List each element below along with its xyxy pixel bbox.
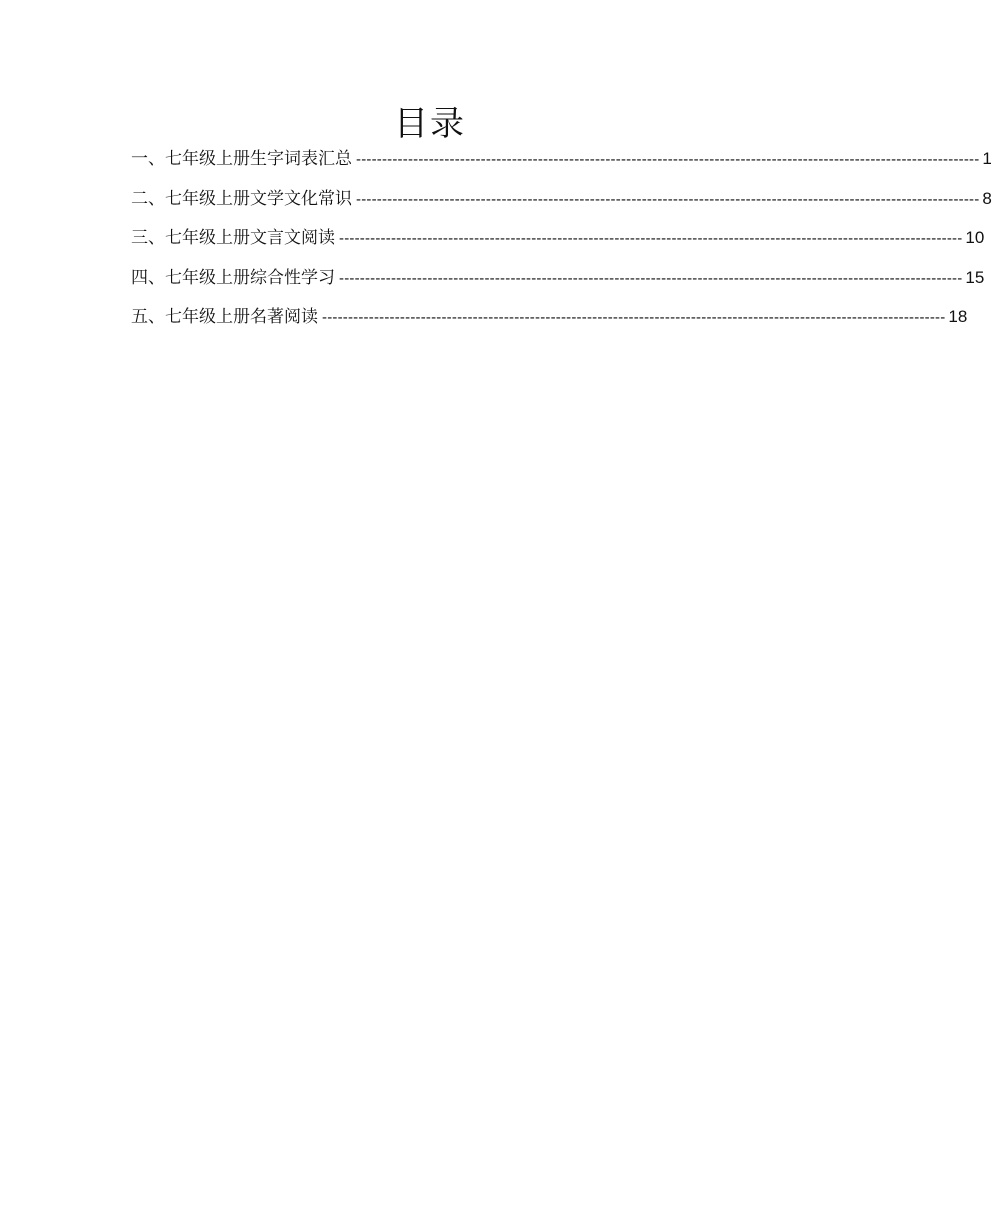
toc-entry-label: 四、七年级上册综合性学习 — [131, 267, 335, 288]
toc-dot-leader: ------------------------------------------------------------------------------------------------------------------------ — [339, 230, 963, 247]
toc-entry-5[interactable] — [131, 303, 968, 343]
toc-entry-4[interactable] — [131, 264, 985, 304]
toc-page-number: 10 — [965, 228, 985, 247]
table-of-contents — [131, 145, 992, 343]
toc-page-number: 8 — [982, 188, 992, 208]
toc-dot-leader: ------------------------------------------------------------------------------------------------------------------------ — [356, 190, 980, 208]
toc-entry-label: 一、七年级上册生字词表汇总 — [131, 149, 352, 169]
toc-entry-label: 三、七年级上册文言文阅读 — [131, 228, 335, 248]
toc-dot-leader: ------------------------------------------------------------------------------------------------------------------------ — [339, 269, 963, 287]
toc-entry-3[interactable] — [131, 224, 985, 264]
toc-dot-leader: ------------------------------------------------------------------------------------------------------------------------ — [356, 151, 980, 168]
toc-page-number: 18 — [948, 307, 968, 326]
toc-dot-leader: ------------------------------------------------------------------------------------------------------------------------ — [322, 309, 946, 326]
toc-entry-2[interactable] — [131, 185, 992, 225]
page-title: 目录 — [394, 104, 466, 144]
toc-page-number: 15 — [965, 267, 985, 287]
toc-entry-label: 五、七年级上册名著阅读 — [131, 307, 318, 327]
toc-page-number: 1 — [982, 149, 992, 168]
toc-entry-1[interactable] — [131, 145, 992, 185]
toc-entry-label: 二、七年级上册文学文化常识 — [131, 188, 352, 209]
